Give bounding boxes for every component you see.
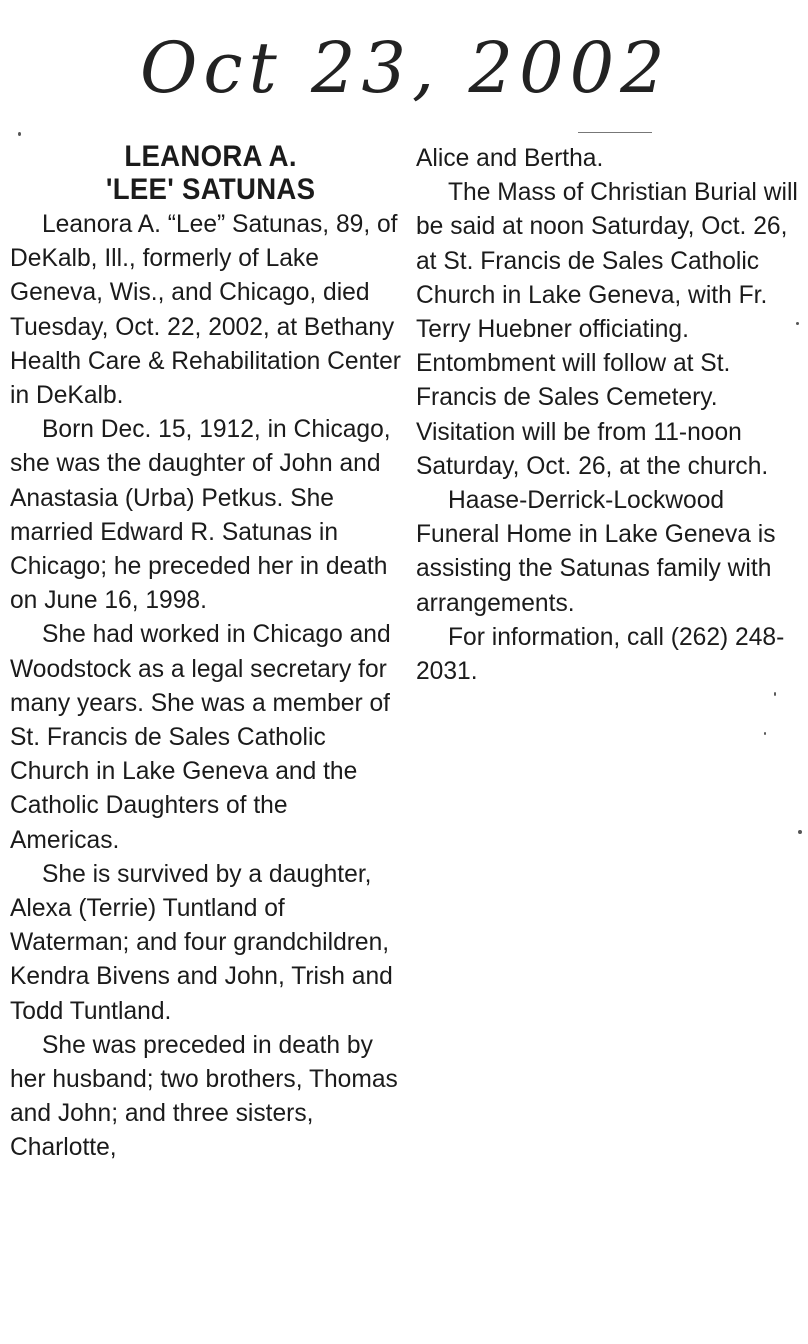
paragraph-mass-and-visitation: The Mass of Christian Burial will be said at noon Saturday, Oct. 26, at St. Francis de Sales Catholic Church in Lake Geneva, with Fr. Terry Huebner officiating. Entombment will follow at St. Francis de Sales Cemetery. Visitation will be from 11-noon Saturday, Oct. 26, at the church. <box>416 179 798 480</box>
obituary-headline <box>26 140 387 206</box>
scan-speck <box>18 132 21 136</box>
paragraph-career-membership: She had worked in Chicago and Woodstock as a legal secretary for many years. She was a member of St. Francis de Sales Catholic Church in Lake Geneva and the Catholic Daughters of the Americas. <box>10 621 391 854</box>
paragraph-contact-info: For information, call (262) 248-2031. <box>416 623 785 686</box>
paragraph-sisters-continued: Alice and Bertha. <box>416 145 604 172</box>
paragraph-death-notice: Leanora A. “Lee” Satunas, 89, of DeKalb, Ill., formerly of Lake Geneva, Wis., and Chicago, died Tuesday, Oct. 22, 2002, at Bethany Health Care & Rehabilitation Center in DeKalb. <box>10 211 401 410</box>
scan-speck <box>764 732 766 735</box>
paragraph-birth-marriage: Born Dec. 15, 1912, in Chicago, she was the daughter of John and Anastasia (Urba) Petkus. She married Edward R. Satunas in Chicago; he preceded her in death on June 16, 1998. <box>10 416 391 615</box>
left-column <box>10 140 402 1166</box>
paragraph-funeral-home: Haase-Derrick-Lockwood Funeral Home in Lake Geneva is assisting the Satunas family with arrangements. <box>416 487 776 617</box>
handwritten-date-text: Oct 23, 2002 <box>140 27 660 109</box>
handwritten-date <box>140 20 660 130</box>
paragraph-survivors: She is survived by a daughter, Alexa (Terrie) Tuntland of Waterman; and four grandchildren, Kendra Bivens and John, Trish and Todd Tuntland. <box>10 860 393 1025</box>
scan-speck <box>796 322 799 325</box>
column-top-rule <box>578 132 652 133</box>
scan-speck <box>798 830 802 834</box>
paragraph-preceded-in-death: She was preceded in death by her husband; two brothers, Thomas and John; and three sisters, Charlotte, <box>10 1031 398 1162</box>
headline-line-1: LEANORA A. <box>124 140 297 173</box>
right-column <box>416 142 802 689</box>
scan-speck <box>774 692 776 696</box>
headline-line-2: 'LEE' SATUNAS <box>105 173 316 206</box>
